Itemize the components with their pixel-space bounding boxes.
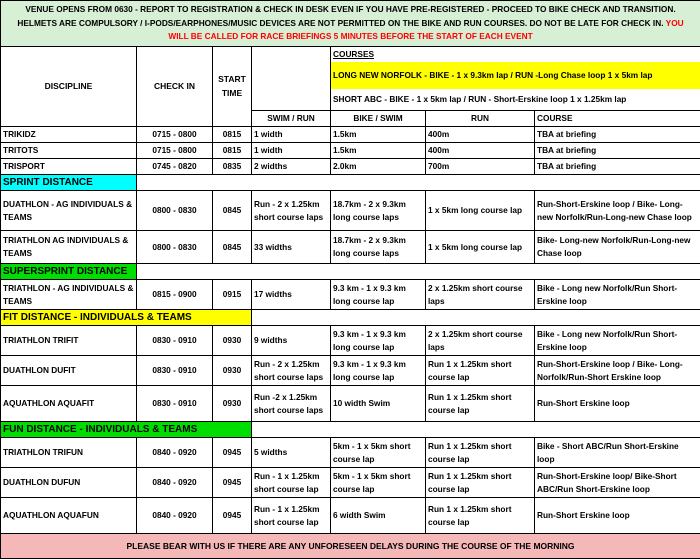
- row-course: Bike- Long-new Norfolk/Run-Long-new Chase loop: [535, 231, 700, 264]
- table-row: [1, 191, 700, 231]
- row-course: Run-Short-Erskine loop / Bike- Long-new Norfolk/Run-Long-new Chase loop: [535, 191, 700, 231]
- row-run: Run 1 x 1.25km short course lap: [426, 498, 535, 534]
- row-start: 0945: [213, 468, 252, 498]
- row-check-in: 0715 - 0800: [137, 143, 213, 159]
- row-bike-swim: 18.7km - 2 x 9.3km long course laps: [331, 231, 426, 264]
- section-title-sprint: SPRINT DISTANCE: [1, 175, 137, 191]
- row-bike-swim: 9.3 km - 1 x 9.3 km long course lap: [331, 326, 426, 356]
- table-row: [1, 326, 700, 356]
- row-course: Run-Short Erskine loop: [535, 386, 700, 422]
- row-discipline: DUATHLON DUFUN: [1, 468, 137, 498]
- notice-line-2-red: YOU: [666, 18, 684, 28]
- section-row-fit: [1, 310, 700, 326]
- row-swim-run: Run -2 x 1.25km short course laps: [252, 386, 331, 422]
- header-row-1: [1, 46, 700, 62]
- row-swim-run: 5 widths: [252, 438, 331, 468]
- table-row: [1, 231, 700, 264]
- row-discipline: TRIATHLON - AG INDIVIDUALS & TEAMS: [1, 280, 137, 310]
- row-check-in: 0745 - 0820: [137, 159, 213, 175]
- course-short-abc: SHORT ABC - BIKE - 1 x 5km lap / RUN - Short-Erskine loop 1 x 1.25km lap: [331, 89, 700, 111]
- row-start: 0945: [213, 498, 252, 534]
- row-run: Run 1 x 1.25km short course lap: [426, 386, 535, 422]
- row-start: 0930: [213, 326, 252, 356]
- footer-banner: PLEASE BEAR WITH US IF THERE ARE ANY UNFORESEEN DELAYS DURING THE COURSE OF THE MORNING: [1, 534, 700, 559]
- row-run: 700m: [426, 159, 535, 175]
- section-row-fun: [1, 422, 700, 438]
- row-discipline: TRIKIDZ: [1, 127, 137, 143]
- table-row: [1, 498, 700, 534]
- row-discipline: TRITOTS: [1, 143, 137, 159]
- row-discipline: TRIATHLON TRIFUN: [1, 438, 137, 468]
- row-course: TBA at briefing: [535, 159, 700, 175]
- row-swim-run: Run - 2 x 1.25km short course laps: [252, 191, 331, 231]
- row-bike-swim: 2.0km: [331, 159, 426, 175]
- table-row: [1, 143, 700, 159]
- notice-line-2-text: HELMETS ARE COMPULSORY / I-PODS/EARPHONES/MUSIC DEVICES ARE NOT PERMITTED ON THE BIKE AND RUN COURSES. DO NOT BE LATE FOR CHECK IN.: [17, 18, 663, 28]
- row-course: Run-Short Erskine loop: [535, 498, 700, 534]
- row-check-in: 0715 - 0800: [137, 127, 213, 143]
- section-title-supersprint: SUPERSPRINT DISTANCE: [1, 264, 137, 280]
- row-start: 0835: [213, 159, 252, 175]
- row-check-in: 0840 - 0920: [137, 498, 213, 534]
- row-start: 0945: [213, 438, 252, 468]
- header-swim-run: SWIM / RUN: [252, 111, 331, 127]
- row-discipline: DUATHLON DUFIT: [1, 356, 137, 386]
- table-row: [1, 386, 700, 422]
- row-discipline: TRIATHLON TRIFIT: [1, 326, 137, 356]
- row-discipline: DUATHLON - AG INDIVIDUALS & TEAMS: [1, 191, 137, 231]
- header-courses: COURSES: [331, 46, 700, 62]
- row-swim-run: 17 widths: [252, 280, 331, 310]
- row-start: 0930: [213, 356, 252, 386]
- row-swim-run: 9 widths: [252, 326, 331, 356]
- header-run: RUN: [426, 111, 535, 127]
- row-swim-run: 1 width: [252, 127, 331, 143]
- row-swim-run: Run - 2 x 1.25km short course laps: [252, 356, 331, 386]
- row-start: 0930: [213, 386, 252, 422]
- row-bike-swim: 6 width Swim: [331, 498, 426, 534]
- row-start: 0845: [213, 191, 252, 231]
- notice-banner: [1, 1, 700, 47]
- row-run: Run 1 x 1.25km short course lap: [426, 356, 535, 386]
- notice-line-1: VENUE OPENS FROM 0630 - REPORT TO REGISTRATION & CHECK IN DESK EVEN IF YOU HAVE PRE-REGISTERED - PROCEED TO BIKE CHECK AND TRANSITION.: [3, 3, 698, 17]
- row-bike-swim: 5km - 1 x 5km short course lap: [331, 438, 426, 468]
- row-run: 400m: [426, 143, 535, 159]
- row-run: 1 x 5km long course lap: [426, 231, 535, 264]
- row-start: 0815: [213, 143, 252, 159]
- row-swim-run: Run - 1 x 1.25km short course lap: [252, 468, 331, 498]
- row-course: Bike - Short ABC/Run Short-Erskine loop: [535, 438, 700, 468]
- row-discipline: TRIATHLON AG INDIVIDUALS & TEAMS: [1, 231, 137, 264]
- row-bike-swim: 9.3 km - 1 x 9.3 km long course lap: [331, 356, 426, 386]
- row-course: TBA at briefing: [535, 127, 700, 143]
- row-check-in: 0800 - 0830: [137, 231, 213, 264]
- footer-row: [1, 534, 700, 559]
- row-check-in: 0800 - 0830: [137, 191, 213, 231]
- header-course: COURSE: [535, 111, 700, 127]
- row-run: Run 1 x 1.25km short course lap: [426, 468, 535, 498]
- row-start: 0915: [213, 280, 252, 310]
- header-bike-swim: BIKE / SWIM: [331, 111, 426, 127]
- row-check-in: 0840 - 0920: [137, 438, 213, 468]
- header-discipline: DISCIPLINE: [1, 46, 137, 127]
- row-course: TBA at briefing: [535, 143, 700, 159]
- row-course: Run-Short-Erskine loop/ Bike-Short ABC/Run Short-Erskine loop: [535, 468, 700, 498]
- notice-row: [1, 1, 700, 47]
- row-start: 0845: [213, 231, 252, 264]
- table-row: [1, 280, 700, 310]
- row-bike-swim: 18.7km - 2 x 9.3km long course laps: [331, 191, 426, 231]
- row-discipline: AQUATHLON AQUAFUN: [1, 498, 137, 534]
- section-row-sprint: [1, 175, 700, 191]
- table-row: [1, 468, 700, 498]
- row-course: Bike - Long new Norfolk/Run Short-Erskine loop: [535, 326, 700, 356]
- notice-line-2: [3, 17, 698, 31]
- table-row: [1, 127, 700, 143]
- row-bike-swim: 1.5km: [331, 143, 426, 159]
- header-check-in: CHECK IN: [137, 46, 213, 127]
- table-row: [1, 159, 700, 175]
- row-check-in: 0830 - 0910: [137, 356, 213, 386]
- row-run: Run 1 x 1.25km short course lap: [426, 438, 535, 468]
- row-check-in: 0840 - 0920: [137, 468, 213, 498]
- course-long-new-norfolk: LONG NEW NORFOLK - BIKE - 1 x 9.3km lap / RUN -Long Chase loop 1 x 5km lap: [331, 62, 700, 89]
- row-discipline: TRISPORT: [1, 159, 137, 175]
- row-swim-run: Run - 1 x 1.25km short course lap: [252, 498, 331, 534]
- notice-line-3: WILL BE CALLED FOR RACE BRIEFINGS 5 MINUTES BEFORE THE START OF EACH EVENT: [3, 30, 698, 44]
- row-run: 2 x 1.25km short course laps: [426, 326, 535, 356]
- row-check-in: 0815 - 0900: [137, 280, 213, 310]
- section-row-supersprint: [1, 264, 700, 280]
- row-bike-swim: 9.3 km - 1 x 9.3 km long course lap: [331, 280, 426, 310]
- row-run: 400m: [426, 127, 535, 143]
- row-check-in: 0830 - 0910: [137, 326, 213, 356]
- table-row: [1, 438, 700, 468]
- row-bike-swim: 5km - 1 x 5km short course lap: [331, 468, 426, 498]
- header-start-time: START TIME: [213, 46, 252, 127]
- row-bike-swim: 10 width Swim: [331, 386, 426, 422]
- row-swim-run: 2 widths: [252, 159, 331, 175]
- row-run: 2 x 1.25km short course laps: [426, 280, 535, 310]
- row-discipline: AQUATHLON AQUAFIT: [1, 386, 137, 422]
- row-course: Bike - Long new Norfolk/Run Short-Erskine loop: [535, 280, 700, 310]
- section-title-fun: FUN DISTANCE - INDIVIDUALS & TEAMS: [1, 422, 252, 438]
- row-check-in: 0830 - 0910: [137, 386, 213, 422]
- row-swim-run: 1 width: [252, 143, 331, 159]
- row-start: 0815: [213, 127, 252, 143]
- row-swim-run: 33 widths: [252, 231, 331, 264]
- row-run: 1 x 5km long course lap: [426, 191, 535, 231]
- table-row: [1, 356, 700, 386]
- section-title-fit: FIT DISTANCE - INDIVIDUALS & TEAMS: [1, 310, 252, 326]
- row-course: Run-Short-Erskine loop / Bike- Long-Norfolk/Run-Short Erskine loop: [535, 356, 700, 386]
- row-bike-swim: 1.5km: [331, 127, 426, 143]
